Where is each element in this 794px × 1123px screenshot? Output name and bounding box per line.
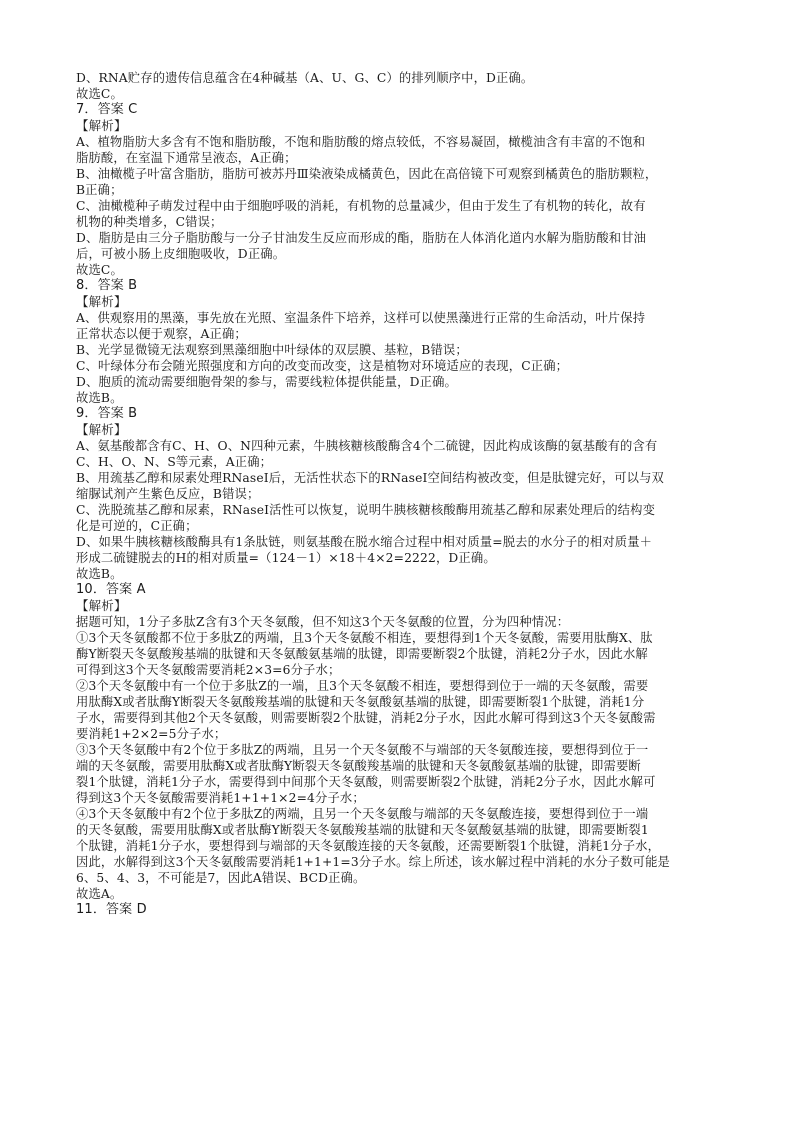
text-line: C、油橄榄种子萌发过程中由于细胞呼吸的消耗，有机物的总量减少，但由于发生了有机物的转化，故有 [76,199,646,213]
analysis-label: 【解析】 [76,422,127,437]
text-line: 脂肪酸，在室温下通常呈液态，A正确； [76,151,297,165]
analysis-label: 【解析】 [76,118,127,133]
text-line: B正确； [76,183,123,197]
answer-heading: 11．答案 D [76,902,147,917]
text-line: B、光学显微镜无法观察到黑藻细胞中叶绿体的双层膜、基粒，B错误； [76,343,468,357]
text-line: A、氨基酸都含有C、H、O、N四种元素，牛胰核糖核酸酶含4个二硫键，因此构成该酶的氨基酸有的含有 [76,439,658,453]
text-line: D、脂肪是由三分子脂肪酸与一分子甘油发生反应而形成的酯，脂肪在人体消化道内水解为脂肪酸和甘油 [76,231,647,245]
text-line: 可得到这3个天冬氨酸需要消耗2×3=6分子水； [76,663,341,677]
text-line: 形成二硫键脱去的H的相对质量=（124－1）×18＋4×2=2222，D正确。 [76,551,496,565]
answer-document [76,70,722,918]
text-line: C、H、O、N、S等元素，A正确； [76,455,273,469]
text-line: 故选A。 [76,887,123,901]
analysis-label: 【解析】 [76,294,127,309]
text-line: 机物的种类增多，C错误； [76,215,223,229]
text-line: 要消耗1+2×2=5分子水； [76,727,227,741]
text-line: 用肽酶X或者肽酶Y断裂天冬氨酸羧基端的肽键和天冬氨酸氨基端的肽键，即需要断裂1个肽键，消耗1分 [76,695,645,709]
text-line: 据题可知，1分子多肽Z含有3个天冬氨酸，但不知这3个天冬氨酸的位置，分为四种情况： [76,615,570,629]
text-line: 故选C。 [76,87,123,101]
answer-heading: 10．答案 A [76,582,146,597]
text-line: 故选B。 [76,567,123,581]
text-line: ②3个天冬氨酸中有一个位于多肽Z的一端，且3个天冬氨酸不相连，要想得到位于一端的天冬氨酸，需要 [76,679,649,693]
text-line: 个肽键，消耗1分子水，要想得到与端部的天冬氨酸连接的天冬氨酸，还需要断裂1个肽键，消耗1分子水， [76,839,661,853]
text-line: 故选B。 [76,391,123,405]
text-line: 酶Y断裂天冬氨酸羧基端的肽键和天冬氨酸氨基端的肽键，即需要断裂2个肽键，消耗2分子水，因此水解 [76,647,648,661]
text-line: 得到这3个天冬氨酸需要消耗1+1+1×2=4分子水； [76,791,365,805]
analysis-label: 【解析】 [76,598,127,613]
text-line: A、植物脂肪大多含有不饱和脂肪酸，不饱和脂肪酸的熔点较低，不容易凝固，橄榄油含有丰富的不饱和 [76,135,646,149]
answer-heading: 7．答案 C [76,102,138,117]
text-line: D、如果牛胰核糖核酸酶具有1条肽链，则氨基酸在脱水缩合过程中相对质量=脱去的水分子的相对质量＋ [76,535,653,549]
text-line: D、胞质的流动需要细胞骨架的参与，需要线粒体提供能量，D正确。 [76,375,457,389]
answer-heading: 8．答案 B [76,278,138,293]
text-line: 故选C。 [76,263,123,277]
text-line: C、洗脱巯基乙醇和尿素，RNaseI活性可以恢复，说明牛胰核糖核酸酶用巯基乙醇和尿素处理后的结构变 [76,503,656,517]
text-line: 裂1个肽键，消耗1分子水，需要得到中间那个天冬氨酸，则需要断裂2个肽键，消耗2分子水，因此水解可 [76,775,656,789]
text-line: 6、5、4、3，不可能是7，因此A错误、BCD正确。 [76,871,366,885]
text-line: ①3个天冬氨酸都不位于多肽Z的两端，且3个天冬氨酸不相连，要想得到1个天冬氨酸，需要用肽酶X、肽 [76,631,653,645]
text-line: A、供观察用的黑藻，事先放在光照、室温条件下培养，这样可以使黑藻进行正常的生命活动，叶片保持 [76,311,646,325]
text-line: 的天冬氨酸，需要用肽酶X或者肽酶Y断裂天冬氨酸羧基端的肽键和天冬氨酸氨基端的肽键，即需要断裂1 [76,823,649,837]
text-line: B、用巯基乙醇和尿素处理RNaseI后，无活性状态下的RNaseI空间结构被改变，但是肽键完好，可以与双 [76,471,665,485]
text-line: 因此，水解得到这3个天冬氨酸需要消耗1+1+1=3分子水。综上所述，该水解过程中消耗的水分子数可能是 [76,855,670,869]
text-line: ③3个天冬氨酸中有2个位于多肽Z的两端，且另一个天冬氨酸不与端部的天冬氨酸连接，要想得到位于一 [76,743,649,757]
text-line: 后，可被小肠上皮细胞吸收，D正确。 [76,247,286,261]
text-line: 子水，需要得到其他2个天冬氨酸，则需要断裂2个肽键，消耗2分子水，因此水解可得到这3个天冬氨酸需 [76,711,656,725]
text-line: 端的天冬氨酸，需要用肽酶X或者肽酶Y断裂天冬氨酸羧基端的肽键和天冬氨酸氨基端的肽键，即需要断 [76,759,641,773]
text-line: C、叶绿体分布会随光照强度和方向的改变而改变，这是植物对环境适应的表现，C正确； [76,359,569,373]
text-line: 化是可逆的，C正确； [76,519,198,533]
answer-heading: 9．答案 B [76,406,138,421]
text-line: B、油橄榄子叶富含脂肪，脂肪可被苏丹Ⅲ染液染成橘黄色，因此在高倍镜下可观察到橘黄色的脂肪颗粒， [76,167,658,181]
text-line: 正常状态以便于观察，A正确； [76,327,247,341]
text-line: ④3个天冬氨酸中有2个位于多肽Z的两端，且另一个天冬氨酸与端部的天冬氨酸连接，要想得到位于一端 [76,807,649,821]
text-line: D、RNA贮存的遗传信息蕴含在4种碱基（A、U、G、C）的排列顺序中，D正确。 [76,71,534,85]
text-line: 缩脲试剂产生紫色反应，B错误； [76,487,260,501]
